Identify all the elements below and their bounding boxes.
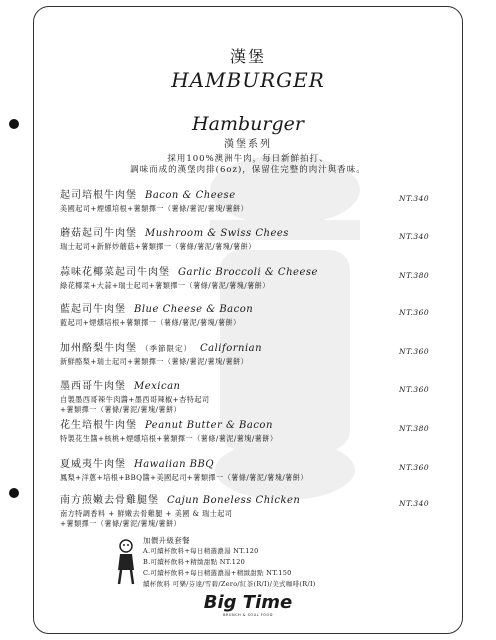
menu-item-name [60,263,440,278]
menu-item-description: 自製墨西哥辣牛肉醬+墨西哥辣椒+杏特起司 [60,395,210,404]
menu-item-description: 特製花生醬+核桃+煙燻培根+薯類擇一（薯條/薯泥/薯塊/薯餅） [60,434,278,443]
menu-item [60,455,440,483]
section-intro-line: 採用100%澳洲牛肉，每日新鮮拍打、 [167,154,329,164]
menu-item-name-cn: 夏威夷牛肉堡 [60,459,126,470]
menu-item-description: 南方特調香料 + 鮮嫩去骨雞腿 + 美國 & 瑞士起司 [60,509,233,518]
menu-item-name-en: Californian [200,343,263,354]
menu-item [60,491,440,529]
page-title-cn: 漢堡 [229,47,266,66]
menu-item [60,263,440,291]
menu-item-name [60,224,440,239]
page-title-en: HAMBURGER [171,68,325,92]
binder-hole-bottom [9,488,19,498]
menu-item-name [60,186,440,201]
menu-item-name-cn: 花生培根牛肉堡 [60,420,137,431]
menu-item-name-en: Hawaiian BBQ [134,459,215,470]
menu-item-name [60,416,440,431]
upgrade-line: 續杯飲料 可樂/芬達/雪碧/Zero/紅茶(R/I)/美式咖啡(R/I) [143,580,316,588]
menu-item-name-cn: 蒜味花椰菜起司牛肉堡 [60,267,170,278]
menu-item [60,300,440,328]
menu-item-name-en: Garlic Broccoli & Cheese [178,267,318,278]
menu-item-price: NT.360 [399,385,430,394]
menu-item [60,339,440,367]
menu-item [60,186,440,214]
menu-item-description: 藍起司+煙燻培根+薯類擇一（薯條/薯泥/薯塊/薯餅） [60,318,241,327]
menu-item-name-en: Cajun Boneless Chicken [167,495,301,506]
brand-tagline: BRUNCH & SOUL FOOD [223,613,273,617]
menu-item-price: NT.380 [399,271,430,280]
menu-item-name-en: Mushroom & Swiss Chees [145,228,289,239]
upgrade-line: B.可續杯飲料+精緻甜點 NT.120 [143,558,246,566]
menu-item-price: NT.360 [399,463,430,472]
menu-item-description: 綠花椰菜+大蒜+瑞士起司+薯類擇一（薯條/薯泥/薯塊/薯餅） [60,281,270,290]
menu-item-name [60,339,440,354]
menu-item-price: NT.360 [399,347,430,356]
menu-item-name-cn: 藍起司牛肉堡 [60,304,126,315]
section-intro-line: 調味而成的漢堡肉排(6oz)，保留住完整的肉汁與香味。 [130,165,366,175]
menu-item-description: 瑞士起司+新鮮炒蘑菇+薯類擇一（薯條/薯泥/薯塊/薯餅） [60,242,256,251]
menu-item-price: NT.340 [399,194,430,203]
brand-logo: Big Time [203,592,293,613]
menu-item-description: 鳳梨+洋蔥+培根+BBQ醬+美國起司+薯類擇一（薯條/薯泥/薯塊/薯餅） [60,473,308,482]
menu-item-price: NT.360 [399,308,430,317]
menu-item [60,224,440,252]
menu-item [60,377,440,415]
section-title-en: Hamburger [192,113,304,135]
upgrade-line: C.可續杯飲料+每日精選濃湯+精緻甜點 NT.150 [143,569,292,577]
menu-item-name-cn: 起司培根牛肉堡 [60,190,137,201]
menu-item-description: +薯類擇一（薯條/薯泥/薯塊/薯餅） [60,405,182,414]
menu-item-price: NT.340 [399,499,430,508]
menu-item-name-cn: 蘑菇起司牛肉堡 [60,228,137,239]
menu-item-name-en: Mexican [134,381,181,392]
mascot-logo-icon [114,538,138,586]
menu-item-name [60,491,440,506]
menu-item-description: 新鮮酪梨+瑞士起司+薯類擇一（薯條/薯泥/薯塊/薯餅） [60,357,249,366]
menu-item-price: NT.340 [399,232,430,241]
menu-item-name-cn: 墨西哥牛肉堡 [60,381,126,392]
menu-item-price: NT.380 [399,424,430,433]
upgrade-line: A.可續杯飲料+每日精選濃湯 NT.120 [143,547,259,555]
menu-item-name-en: Blue Cheese & Bacon [134,304,254,315]
menu-item [60,416,440,444]
menu-item-name-cn: 南方煎嫩去骨雞腿堡 [60,495,159,506]
menu-item-name-cn: 加州酪梨牛肉堡 [60,343,137,354]
menu-item-name-en: Peanut Butter & Bacon [145,420,273,431]
menu-item-name [60,300,440,315]
upgrade-set-info [143,535,316,590]
menu-item-description: +薯類擇一（薯條/薯泥/薯塊/薯餅） [60,519,182,528]
menu-item-description: 美國起司+煙燻培根+薯類擇一（薯條/薯泥/薯塊/薯餅） [60,204,249,213]
menu-item-name [60,455,440,470]
menu-item-name [60,377,440,392]
section-title-cn: 漢堡系列 [224,139,272,150]
menu-item-name-en: Bacon & Cheese [145,190,236,201]
menu-item-tag: （季節限定） [141,344,192,353]
upgrade-title: 加價升級套餐 [143,536,190,545]
